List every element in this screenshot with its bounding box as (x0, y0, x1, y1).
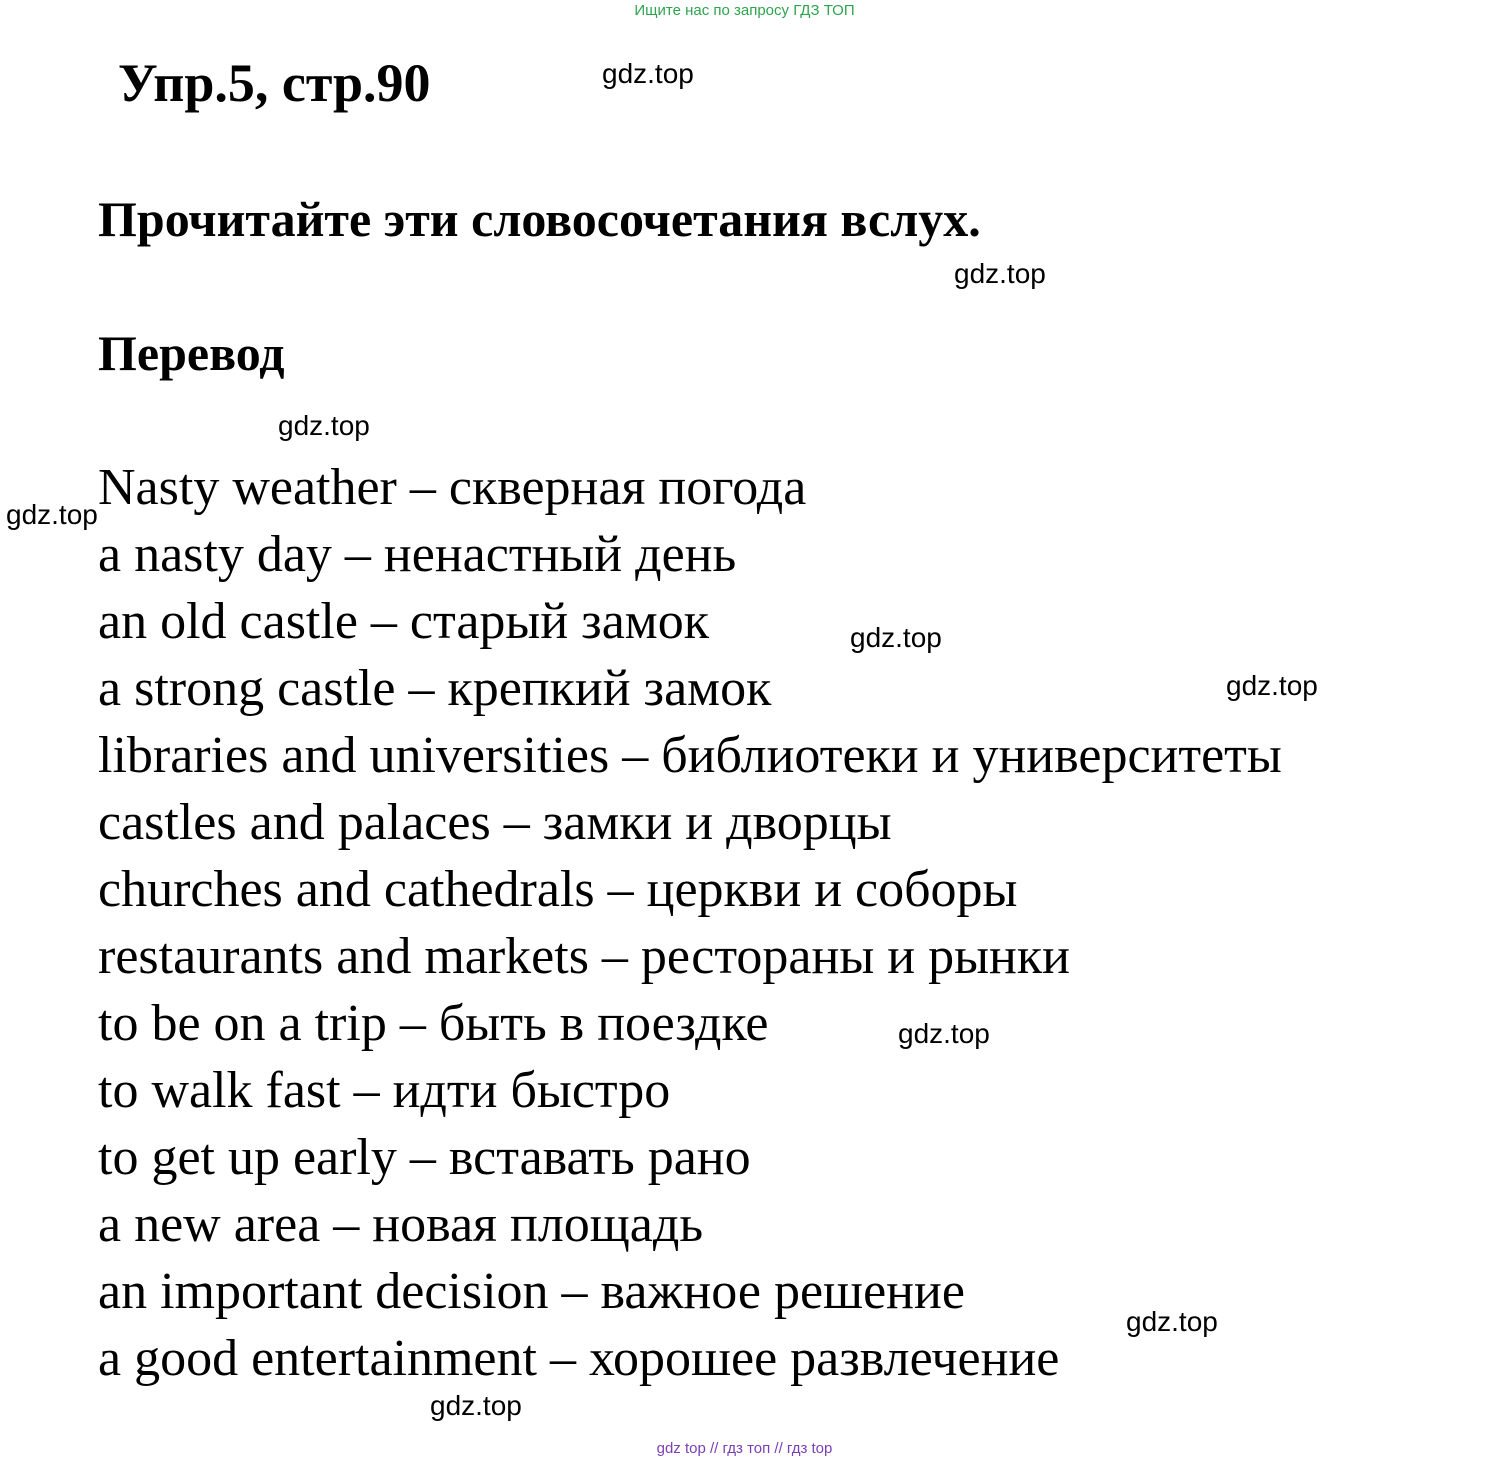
watermark: gdz.top (6, 499, 98, 530)
phrase-item: churches and cathedrals – церкви и соборы (98, 861, 1018, 918)
phrase-item: an old castle – старый замок (98, 593, 709, 650)
phrase-item: to get up early – вставать рано (98, 1129, 751, 1186)
phrase-item: an important decision – важное решение (98, 1263, 965, 1320)
watermark: gdz.top (954, 258, 1046, 289)
phrase-item: Nasty weather – скверная погода (98, 459, 807, 516)
watermark: gdz.top (1126, 1306, 1218, 1337)
phrase-item: to be on a trip – быть в поездке (98, 995, 769, 1052)
top-search-banner[interactable]: Ищите нас по запросу ГДЗ ТОП (634, 2, 855, 19)
watermark: gdz.top (850, 622, 942, 653)
phrase-item: to walk fast – идти быстро (98, 1062, 671, 1119)
exercise-instruction: Прочитайте эти словосочетания вслух. (98, 191, 981, 247)
watermark: gdz.top (430, 1390, 522, 1421)
phrase-item: a good entertainment – хорошее развлечение (98, 1330, 1060, 1387)
bottom-footer-banner[interactable]: gdz top // гдз топ // гдз top (656, 1440, 833, 1457)
phrase-item: libraries and universities – библиотеки и университеты (98, 727, 1282, 784)
exercise-title: Упр.5, стр.90 (118, 53, 431, 113)
phrase-item: a nasty day – ненастный день (98, 526, 737, 583)
phrase-item: a new area – новая площадь (98, 1196, 704, 1253)
watermark: gdz.top (898, 1018, 990, 1049)
watermark: gdz.top (1226, 670, 1318, 701)
watermark: gdz.top (278, 410, 370, 441)
translation-heading: Перевод (98, 325, 285, 381)
phrase-item: restaurants and markets – рестораны и рынки (98, 928, 1070, 985)
watermark: gdz.top (602, 58, 694, 89)
phrase-list (98, 454, 1282, 1392)
phrase-item: a strong castle – крепкий замок (98, 660, 772, 717)
phrase-item: castles and palaces – замки и дворцы (98, 794, 892, 851)
